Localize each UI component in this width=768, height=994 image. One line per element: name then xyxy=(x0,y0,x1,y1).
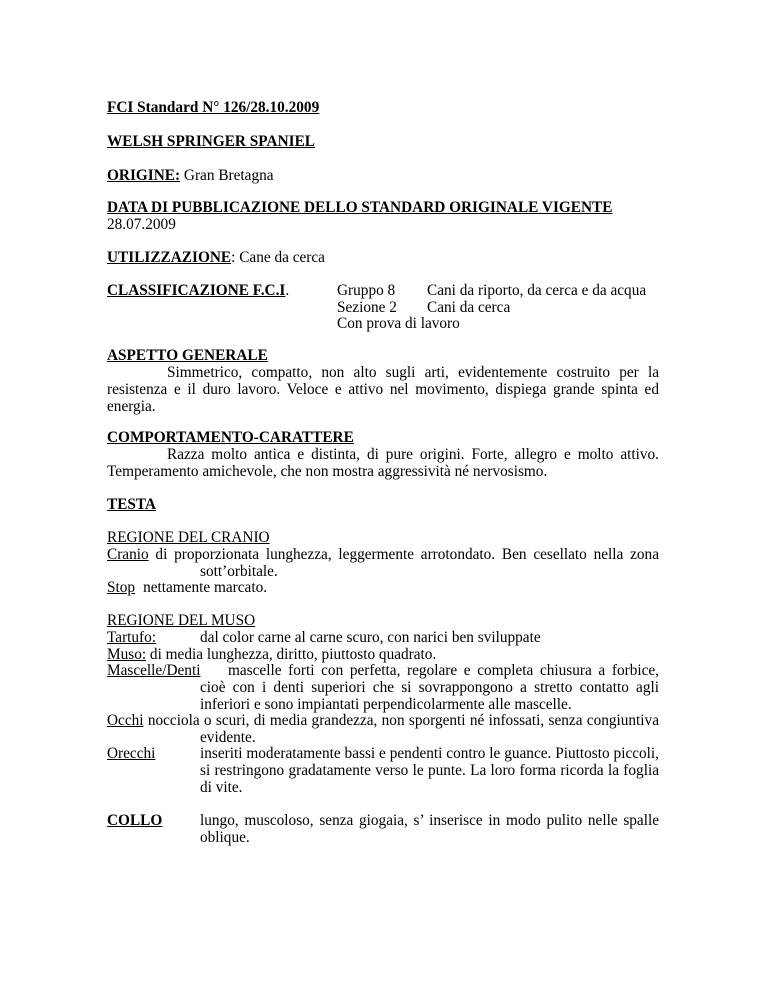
muzzle-text: di media lunghezza, diritto, piuttosto quadrato. xyxy=(146,646,437,663)
classification-group: Gruppo 8 xyxy=(337,282,396,299)
neck-text: lungo, muscoloso, senza giogaia, s’ inserisce in modo pulito nelle spalle oblique. xyxy=(200,812,659,846)
origin-label: ORIGINE: xyxy=(107,167,181,184)
skull-text: di proporzionata lunghezza, leggermente arrotondato. Ben cesellato nella zona sott’orbitale. xyxy=(148,546,659,580)
skull-entry xyxy=(107,546,659,580)
skull-term: Cranio xyxy=(107,546,149,563)
usage-label: UTILIZZAZIONE xyxy=(107,249,232,266)
nose-term: Tartufo: xyxy=(107,629,157,646)
facial-region-heading: REGIONE DEL MUSO xyxy=(107,612,256,629)
usage-value: : Cane da cerca xyxy=(231,249,325,266)
behaviour-heading: COMPORTAMENTO-CARATTERE xyxy=(107,429,354,446)
eyes-text: nocciola o scuri, di media grandezza, non sporgenti né infossati, senza congiuntiva evidente. xyxy=(143,712,659,746)
cranial-region-heading: REGIONE DEL CRANIO xyxy=(107,529,270,546)
eyes-entry xyxy=(107,712,659,746)
ears-term: Orecchi xyxy=(107,745,156,762)
head-heading: TESTA xyxy=(107,496,157,513)
stop-text: nettamente marcato. xyxy=(143,579,268,596)
stop-term: Stop xyxy=(107,579,136,596)
muzzle-term: Muso: xyxy=(107,646,147,663)
classification-trial: Con prova di lavoro xyxy=(337,315,460,332)
general-appearance-text: Simmetrico, compatto, non alto sugli arti, evidentemente costruito per la resistenza e il duro lavoro. Veloce e attivo nel movimento, dispiega grande spinta ed energia. xyxy=(107,364,659,415)
origin-value: Gran Bretagna xyxy=(180,167,274,184)
jaws-term: Mascelle/Denti xyxy=(107,662,201,679)
standard-reference: FCI Standard N° 126/28.10.2009 xyxy=(107,99,320,116)
classification-group-desc: Cani da riporto, da cerca e da acqua xyxy=(427,282,647,299)
muzzle-entry xyxy=(107,646,436,663)
breed-name: WELSH SPRINGER SPANIEL xyxy=(107,133,315,150)
stop-entry xyxy=(107,579,267,596)
neck-heading: COLLO xyxy=(107,812,163,829)
publication-date: 28.07.2009 xyxy=(107,216,176,233)
eyes-term: Occhi xyxy=(107,712,144,729)
document-page xyxy=(107,0,659,994)
jaws-text: mascelle forti con perfetta, regolare e completa chiusura a forbice, cioè con i denti superiori che si sovrappongono a stretto contatto agli inferiori e sono impiantati perpendicolarmente alle mascelle. xyxy=(200,662,659,713)
classification-label: CLASSIFICAZIONE F.C.I xyxy=(107,282,286,299)
classification-section: Sezione 2 xyxy=(337,299,397,316)
nose-text: dal color carne al carne scuro, con narici ben sviluppate xyxy=(200,629,541,646)
classification-label-line xyxy=(107,282,289,299)
usage-line xyxy=(107,249,325,266)
origin-line xyxy=(107,167,274,184)
ears-text: inseriti moderatamente bassi e pendenti contro le guance. Piuttosto piccoli, si restringono gradatamente verso le punte. La loro forma ricorda la foglia di vite. xyxy=(200,745,659,796)
general-appearance-heading: ASPETTO GENERALE xyxy=(107,347,268,364)
classification-label-suffix: . xyxy=(285,282,290,299)
classification-section-desc: Cani da cerca xyxy=(427,299,511,316)
publication-label: DATA DI PUBBLICAZIONE DELLO STANDARD ORIGINALE VIGENTE xyxy=(107,199,613,216)
behaviour-text: Razza molto antica e distinta, di pure origini. Forte, allegro e molto attivo. Temperamento amichevole, che non mostra aggressività né nervosismo. xyxy=(107,446,659,480)
